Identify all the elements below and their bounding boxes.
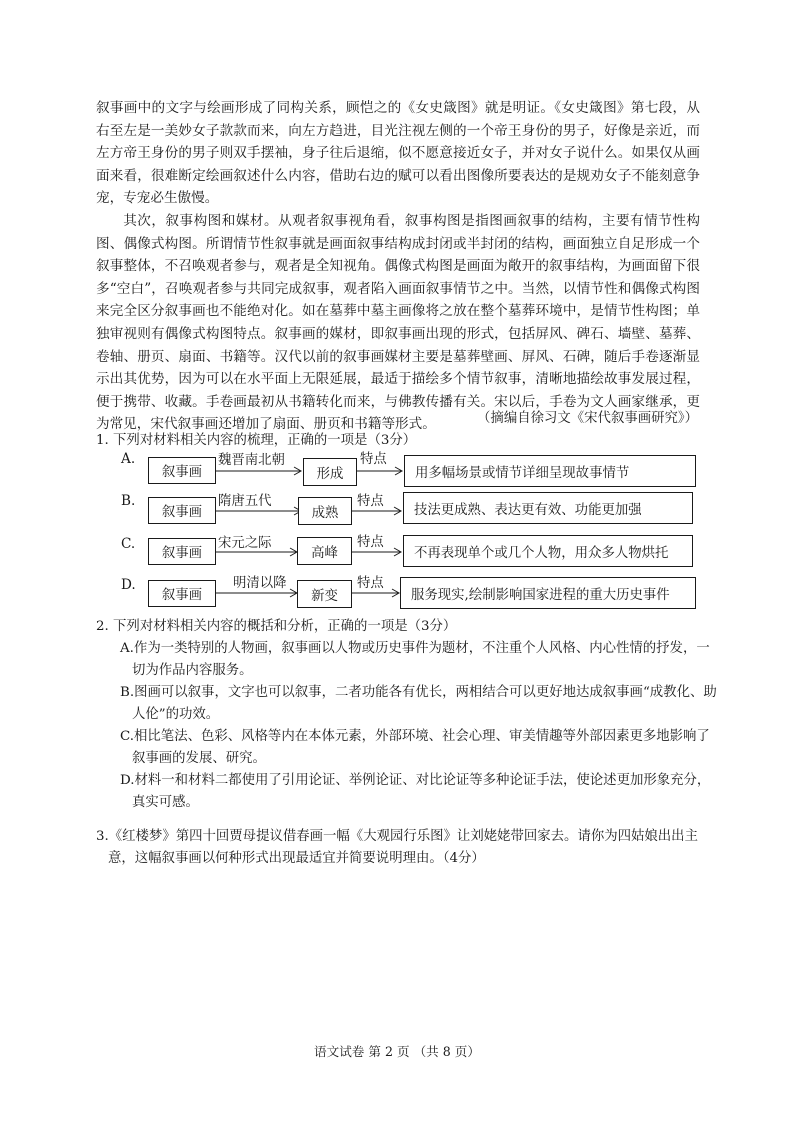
q1-c-stage-box: 高峰 — [297, 537, 352, 565]
q2-option-b: B.图画可以叙事，文字也可以叙事，二者功能各有优长，两相结合可以更好地达成叙事画“成教化、助人伦”的功效。 — [120, 685, 717, 722]
page-footer: 语文试卷 第 2 页 （共 8 页） — [314, 1044, 480, 1059]
q1-c-arrow-2 — [352, 543, 406, 557]
q1-d-arrow-2 — [352, 584, 404, 598]
question-3-stem: 3.《红楼梦》第四十回贾母提议借春画一幅《大观园行乐图》让刘姥姥带回家去。请你为四姑娘出出主意，这幅叙事画以何种形式出现最适宜并简要说明理由。（4分） — [96, 829, 698, 866]
q1-b-feature-box: 技法更成熟、表达更有效、功能更加强 — [403, 492, 693, 524]
q1-b-arrow-1 — [216, 502, 304, 516]
q1-c-arrow-1 — [216, 543, 300, 557]
q1-c-feature-label: 特点 — [357, 535, 384, 550]
q1-d-start-box: 叙事画 — [148, 580, 216, 607]
q1-d-stage-box: 新变 — [297, 580, 352, 608]
q1-option-d-letter: D. — [121, 577, 136, 593]
q1-option-a-letter: A. — [121, 451, 136, 467]
q1-c-start-box: 叙事画 — [148, 538, 216, 565]
q1-a-feature-label: 特点 — [360, 452, 387, 467]
q2-option-c: C.相比笔法、色彩、风格等内在本体元素，外部环境、社会心理、审美情趣等外部因素更多地影响了叙事画的发展、研究。 — [120, 729, 710, 766]
q1-a-arrow-2 — [357, 462, 407, 476]
passage-paragraph-2: 其次，叙事构图和媒材。从观者叙事视角看，叙事构图是指图画叙事的结构，主要有情节性构图、偶像式构图。所谓情节性叙事就是画面叙事结构成封闭或半封闭的结构，画面独立自足形成一个叙事整体，不召唤观者参与，观者是全知视角。偶像式构图是画面为敞开的叙事结构，为画面留下很多“空白”，召唤观者参与共同完成叙事，观者陷入画面叙事情节之中。当然，以情节性和偶像式构图来完全区分叙事画也不能绝对化。如在墓葬中墓主画像将之放在整个墓葬环境中，是情节性构图；单独审视则有偶像式构图特点。叙事画的媒材，即叙事画出现的形式，包括屏风、碑石、墙壁、墓葬、卷轴、册页、扇面、书籍等。汉代以前的叙事画媒材主要是墓葬壁画、屏风、石碑，随后手卷逐渐显示出其优势，因为可以在水平面上无限延展，最适于描绘多个情节叙事，清晰地描绘故事发展过程，便于携带、收藏。手卷画最初从书籍转化而来，与佛教传播有关。宋以后，手卷为文人画家继承，更为常见，宋代叙事画还增加了扇面、册页和书籍等形式。 — [96, 213, 700, 433]
q1-b-feature-label: 特点 — [357, 494, 384, 509]
q1-a-period-label: 魏晋南北朝 — [218, 453, 285, 468]
question-2-stem: 2. 下列对材料相关内容的概括和分析，正确的一项是（3分） — [96, 619, 457, 634]
q1-option-b-letter: B. — [121, 493, 136, 509]
q1-c-feature-box: 不再表现单个或几个人物，用众多人物烘托 — [403, 535, 693, 567]
q1-a-start-box: 叙事画 — [148, 457, 216, 484]
passage-source: （摘编自徐习文《宋代叙事画研究》） — [477, 411, 698, 426]
q2-option-d: D.材料一和材料二都使用了引用论证、举例论证、对比论证等多种论证手法，使论述更加形象充分，真实可感。 — [120, 773, 711, 810]
q1-a-arrow-1 — [216, 462, 304, 476]
passage-paragraph-1: 叙事画中的文字与绘画形成了同构关系，顾恺之的《女史箴图》就是明证。《女史箴图》第七段，从右至左是一美妙女子款款而来，向左方趋进，目光注视左侧的一个帝王身份的男子，好像是亲近，而左方帝王身份的男子则双手摆袖，身子往后退缩，似不愿意接近女子，并对女子说什么。如果仅从画面来看，很难断定绘画叙述什么内容，借助右边的赋可以看出图像所要表达的是规劝女子不能刻意争宠，专宠必生傲慢。 — [96, 100, 700, 207]
q1-d-arrow-1 — [216, 584, 300, 598]
q1-b-arrow-2 — [352, 502, 406, 516]
q1-a-feature-box: 用多幅场景或情节详细呈现故事情节 — [404, 455, 696, 487]
q2-option-a: A.作为一类特别的人物画，叙事画以人物或历史事件为题材，不注重个人风格、内心性情的抒发，一切为作品内容服务。 — [120, 641, 710, 678]
q1-d-feature-box: 服务现实,绘制影响国家进程的重大历史事件 — [400, 577, 696, 609]
q1-b-stage-box: 成熟 — [298, 497, 352, 525]
q1-b-start-box: 叙事画 — [148, 497, 216, 524]
q1-b-period-label: 隋唐五代 — [218, 494, 272, 509]
q1-c-period-label: 宋元之际 — [218, 536, 272, 551]
q1-a-stage-box: 形成 — [303, 458, 357, 486]
q1-option-c-letter: C. — [121, 536, 136, 552]
question-1-stem: 1. 下列对材料相关内容的梳理，正确的一项是（3分） — [96, 433, 417, 448]
q1-d-feature-label: 特点 — [357, 576, 384, 591]
q1-d-period-label: 明清以降 — [233, 576, 287, 591]
